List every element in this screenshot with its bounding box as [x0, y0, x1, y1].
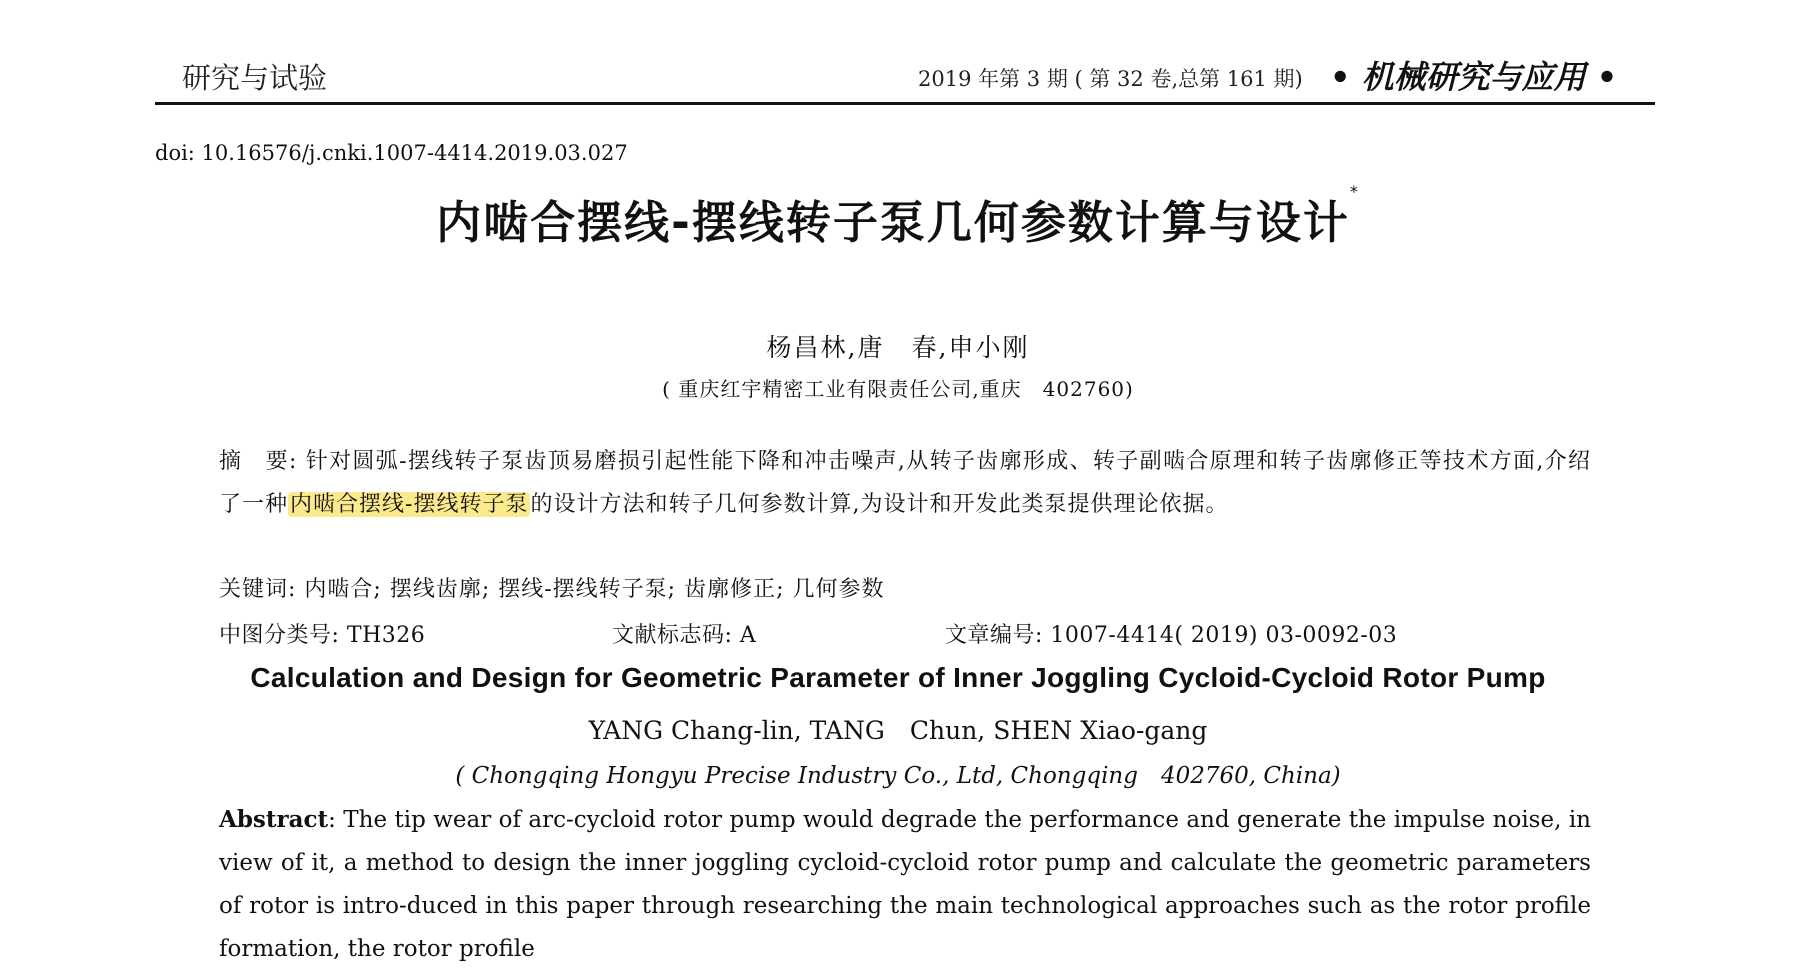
english-title: Calculation and Design for Geometric Parameter of Inner Joggling Cycloid-Cycloid Rotor Pump [250, 662, 1546, 693]
abstract-cn-text-after: 的设计方法和转子几何参数计算,为设计和开发此类泵提供理论依据。 [530, 492, 1229, 517]
affiliation: ( 重庆红宇精密工业有限责任公司,重庆 402760) [662, 377, 1134, 401]
doi: doi: 10.16576/j.cnki.1007-4414.2019.03.027 [155, 141, 628, 165]
running-header-journal: • 机械研究与应用 • [1330, 58, 1618, 96]
abstract-en [219, 798, 1591, 971]
abstract-cn-text-before: 针对圆弧-摆线转子泵齿顶易磨损引起性能下降和冲击噪声,从转子齿廓形成、转子副啮合原理和转子齿廓修正等技术方面,介绍了一种 [219, 449, 1591, 517]
abstract-cn-label: 摘 要: [219, 449, 298, 474]
running-header-section: 研究与试验 [182, 61, 328, 95]
running-header-issue: 2019 年第 3 期 ( 第 32 卷,总第 161 期) [918, 67, 1303, 91]
clc-number: 中图分类号: TH326 [219, 623, 426, 648]
abstract-cn-highlight: 内啮合摆线-摆线转子泵 [290, 492, 529, 517]
paper-title-text: 内啮合摆线-摆线转子泵几何参数计算与设计 [436, 196, 1350, 249]
keywords-text: 内啮合; 摆线齿廓; 摆线-摆线转子泵; 齿廓修正; 几何参数 [296, 577, 885, 602]
abstract-cn [219, 440, 1591, 526]
paper-title [0, 182, 1796, 251]
english-affiliation: ( Chongqing Hongyu Precise Industry Co., Ltd, Chongqing 402760, China) [455, 763, 1341, 789]
keywords [219, 572, 884, 603]
keywords-label: 关键词: [219, 577, 297, 602]
header-rule [155, 102, 1655, 105]
article-number: 文章编号: 1007-4414( 2019) 03-0092-03 [945, 623, 1398, 648]
abstract-en-text: : The tip wear of arc-cycloid rotor pump would degrade the performance and generate the impulse noise, in view of it, a method to design the inner joggling cycloid-cycloid rotor pump and calculate the geometric parameters of rotor is intro-duced in this paper through researching the main technological approaches such as the rotor profile formation, the rotor profile [219, 807, 1591, 962]
abstract-en-label: Abstract [219, 806, 329, 833]
title-footnote-mark: * [1349, 182, 1360, 201]
authors: 杨昌林,唐 春,申小刚 [766, 333, 1030, 362]
document-code: 文献标志码: A [612, 623, 757, 648]
english-authors: YANG Chang-lin, TANG Chun, SHEN Xiao-gang [588, 716, 1208, 745]
